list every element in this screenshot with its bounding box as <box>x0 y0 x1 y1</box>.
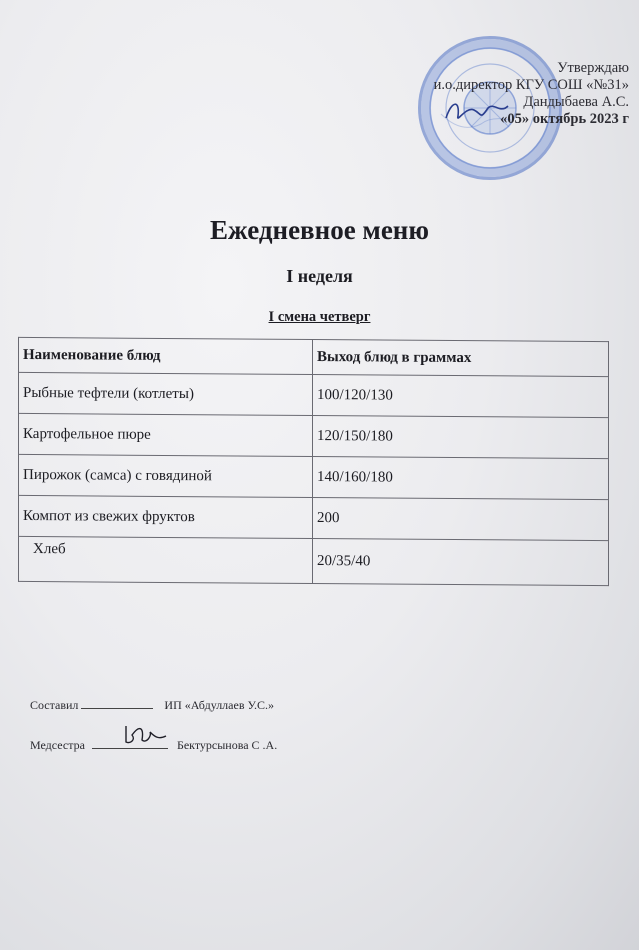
compiled-label: Составил <box>30 698 79 712</box>
signature-line <box>81 708 153 709</box>
column-header-dish: Наименование блюд <box>19 337 313 374</box>
dish-weight: 140/160/180 <box>313 456 609 499</box>
dish-weight: 120/150/180 <box>313 415 609 458</box>
menu-table <box>18 337 609 586</box>
week-label: I неделя <box>286 266 353 286</box>
column-header-weight: Выход блюд в граммах <box>313 339 609 376</box>
table-row <box>19 536 609 585</box>
approval-line-2: и.о.директор КГУ СОШ «№31» <box>433 77 629 93</box>
nurse-name: Бектурсынова С .А. <box>176 738 278 752</box>
nurse-label: Медсестра <box>30 738 85 752</box>
nurse-signature <box>120 722 170 748</box>
approval-line-3: Дандыбаева А.С. <box>523 94 629 110</box>
table-row <box>19 372 609 417</box>
table-row <box>19 495 609 540</box>
compiled-name: ИП «Абдуллаев У.С.» <box>164 698 275 712</box>
dish-weight: 20/35/40 <box>313 538 609 585</box>
table-row <box>19 454 609 499</box>
dish-name: Рыбные тефтели (котлеты) <box>19 372 313 415</box>
table-header-row <box>19 337 609 376</box>
page-title: Ежедневное меню <box>210 215 429 245</box>
shift-label: I смена четверг <box>268 309 371 325</box>
approval-line-4: «05» октябрь 2023 г <box>500 111 629 127</box>
dish-name: Пирожок (самса) с говядиной <box>19 454 313 497</box>
director-signature <box>442 96 512 126</box>
signature-line <box>92 748 168 749</box>
dish-weight: 200 <box>313 497 609 540</box>
dish-name: Компот из свежих фруктов <box>19 495 313 538</box>
table-row <box>19 413 609 458</box>
dish-name: Хлеб <box>19 536 313 583</box>
dish-weight: 100/120/130 <box>313 374 609 417</box>
approval-line-1: Утверждаю <box>557 60 629 76</box>
compiled-by-line <box>30 698 274 713</box>
dish-name: Картофельное пюре <box>19 413 313 456</box>
